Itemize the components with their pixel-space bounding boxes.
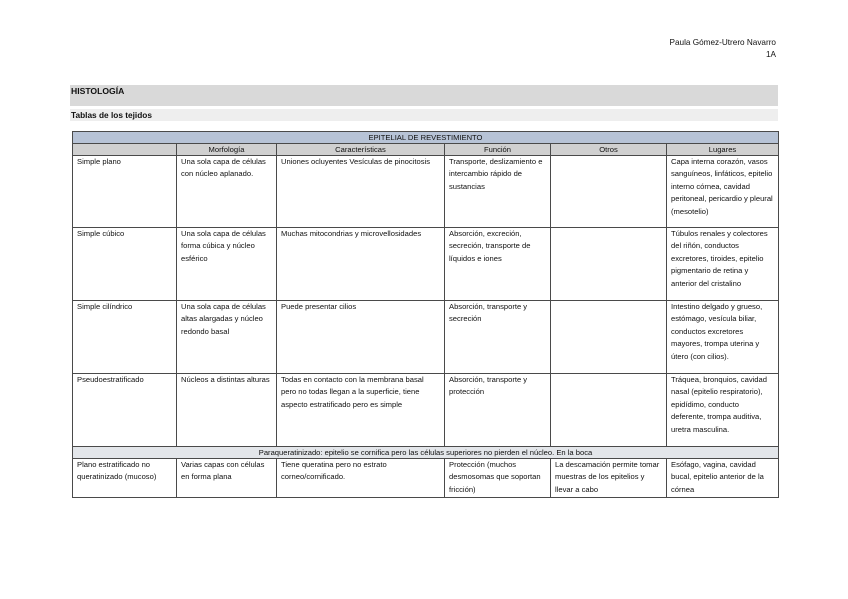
table-row: [73, 156, 779, 228]
tissue-name-cell: Simple plano: [73, 156, 177, 228]
column-header: [73, 144, 177, 156]
column-header: Morfología: [177, 144, 277, 156]
caracteristicas-cell: Tiene queratina pero no estrato corneo/cornificado.: [277, 459, 445, 498]
section-title: HISTOLOGÍA: [70, 85, 778, 106]
group-label: 1A: [765, 50, 776, 59]
author-name: Paula Gómez-Utrero Navarro: [669, 38, 776, 47]
funcion-cell: Absorción, excreción, secreción, transporte de líquidos e iones: [445, 228, 551, 301]
caracteristicas-cell: Muchas mitocondrias y microvellosidades: [277, 228, 445, 301]
otros-cell: [551, 374, 667, 447]
lugares-cell: Esófago, vagina, cavidad bucal, epitelio anterior de la córnea: [667, 459, 779, 498]
morfologia-cell: Núcleos a distintas alturas: [177, 374, 277, 447]
lugares-cell: Tráquea, bronquios, cavidad nasal (epitelio respiratorio), epidídimo, conducto deferente, trompa auditiva, uretra masculina.: [667, 374, 779, 447]
otros-cell: [551, 228, 667, 301]
tissue-name-cell: Plano estratificado no queratinizado (mucoso): [73, 459, 177, 498]
column-header: Función: [445, 144, 551, 156]
tissue-name-cell: Simple cilíndrico: [73, 301, 177, 374]
funcion-cell: Absorción, transporte y protección: [445, 374, 551, 447]
document-header: [670, 37, 776, 61]
funcion-cell: Protección (muchos desmosomas que soportan fricción): [445, 459, 551, 498]
caracteristicas-cell: Puede presentar cilios: [277, 301, 445, 374]
table-row: [73, 374, 779, 447]
paraqueratinizado-note: Paraqueratinizado: epitelio se cornifica pero las células superiores no pierden el núcleo. En la boca: [73, 447, 779, 459]
funcion-cell: Transporte, deslizamiento e intercambio rápido de sustancias: [445, 156, 551, 228]
lugares-cell: Capa interna corazón, vasos sanguíneos, linfáticos, epitelio interno córnea, cavidad peritoneal, pericardio y pleural (mesotelio): [667, 156, 779, 228]
tissue-name-cell: Pseudoestratificado: [73, 374, 177, 447]
table-row: [73, 301, 779, 374]
column-header: Lugares: [667, 144, 779, 156]
table-header-row: [73, 144, 779, 156]
table-row: [73, 459, 779, 498]
lugares-cell: Intestino delgado y grueso, estómago, vesícula biliar, conductos excretores mayores, trompa uterina y útero (con cilios).: [667, 301, 779, 374]
note-row: [73, 447, 779, 459]
morfologia-cell: Una sola capa de células con núcleo aplanado.: [177, 156, 277, 228]
tissue-table: [72, 131, 779, 498]
column-header: Características: [277, 144, 445, 156]
table-title: EPITELIAL DE REVESTIMIENTO: [73, 132, 779, 144]
morfologia-cell: Una sola capa de células altas alargadas y núcleo redondo basal: [177, 301, 277, 374]
morfologia-cell: Varias capas con células en forma plana: [177, 459, 277, 498]
subsection-title: Tablas de los tejidos: [70, 109, 778, 121]
otros-cell: La descamación permite tomar muestras de los epitelios y llevar a cabo: [551, 459, 667, 498]
funcion-cell: Absorción, transporte y secreción: [445, 301, 551, 374]
column-header: Otros: [551, 144, 667, 156]
table-row: [73, 228, 779, 301]
caracteristicas-cell: Todas en contacto con la membrana basal pero no todas llegan a la superficie, tiene aspecto estratificado pero es simple: [277, 374, 445, 447]
table-title-row: [73, 132, 779, 144]
lugares-cell: Túbulos renales y colectores del riñón, conductos excretores, tiroides, epitelio pigmentario de retina y anterior del cristalino: [667, 228, 779, 301]
otros-cell: [551, 156, 667, 228]
tissue-name-cell: Simple cúbico: [73, 228, 177, 301]
otros-cell: [551, 301, 667, 374]
morfologia-cell: Una sola capa de células forma cúbica y núcleo esférico: [177, 228, 277, 301]
caracteristicas-cell: Uniones ocluyentes Vesículas de pinocitosis: [277, 156, 445, 228]
